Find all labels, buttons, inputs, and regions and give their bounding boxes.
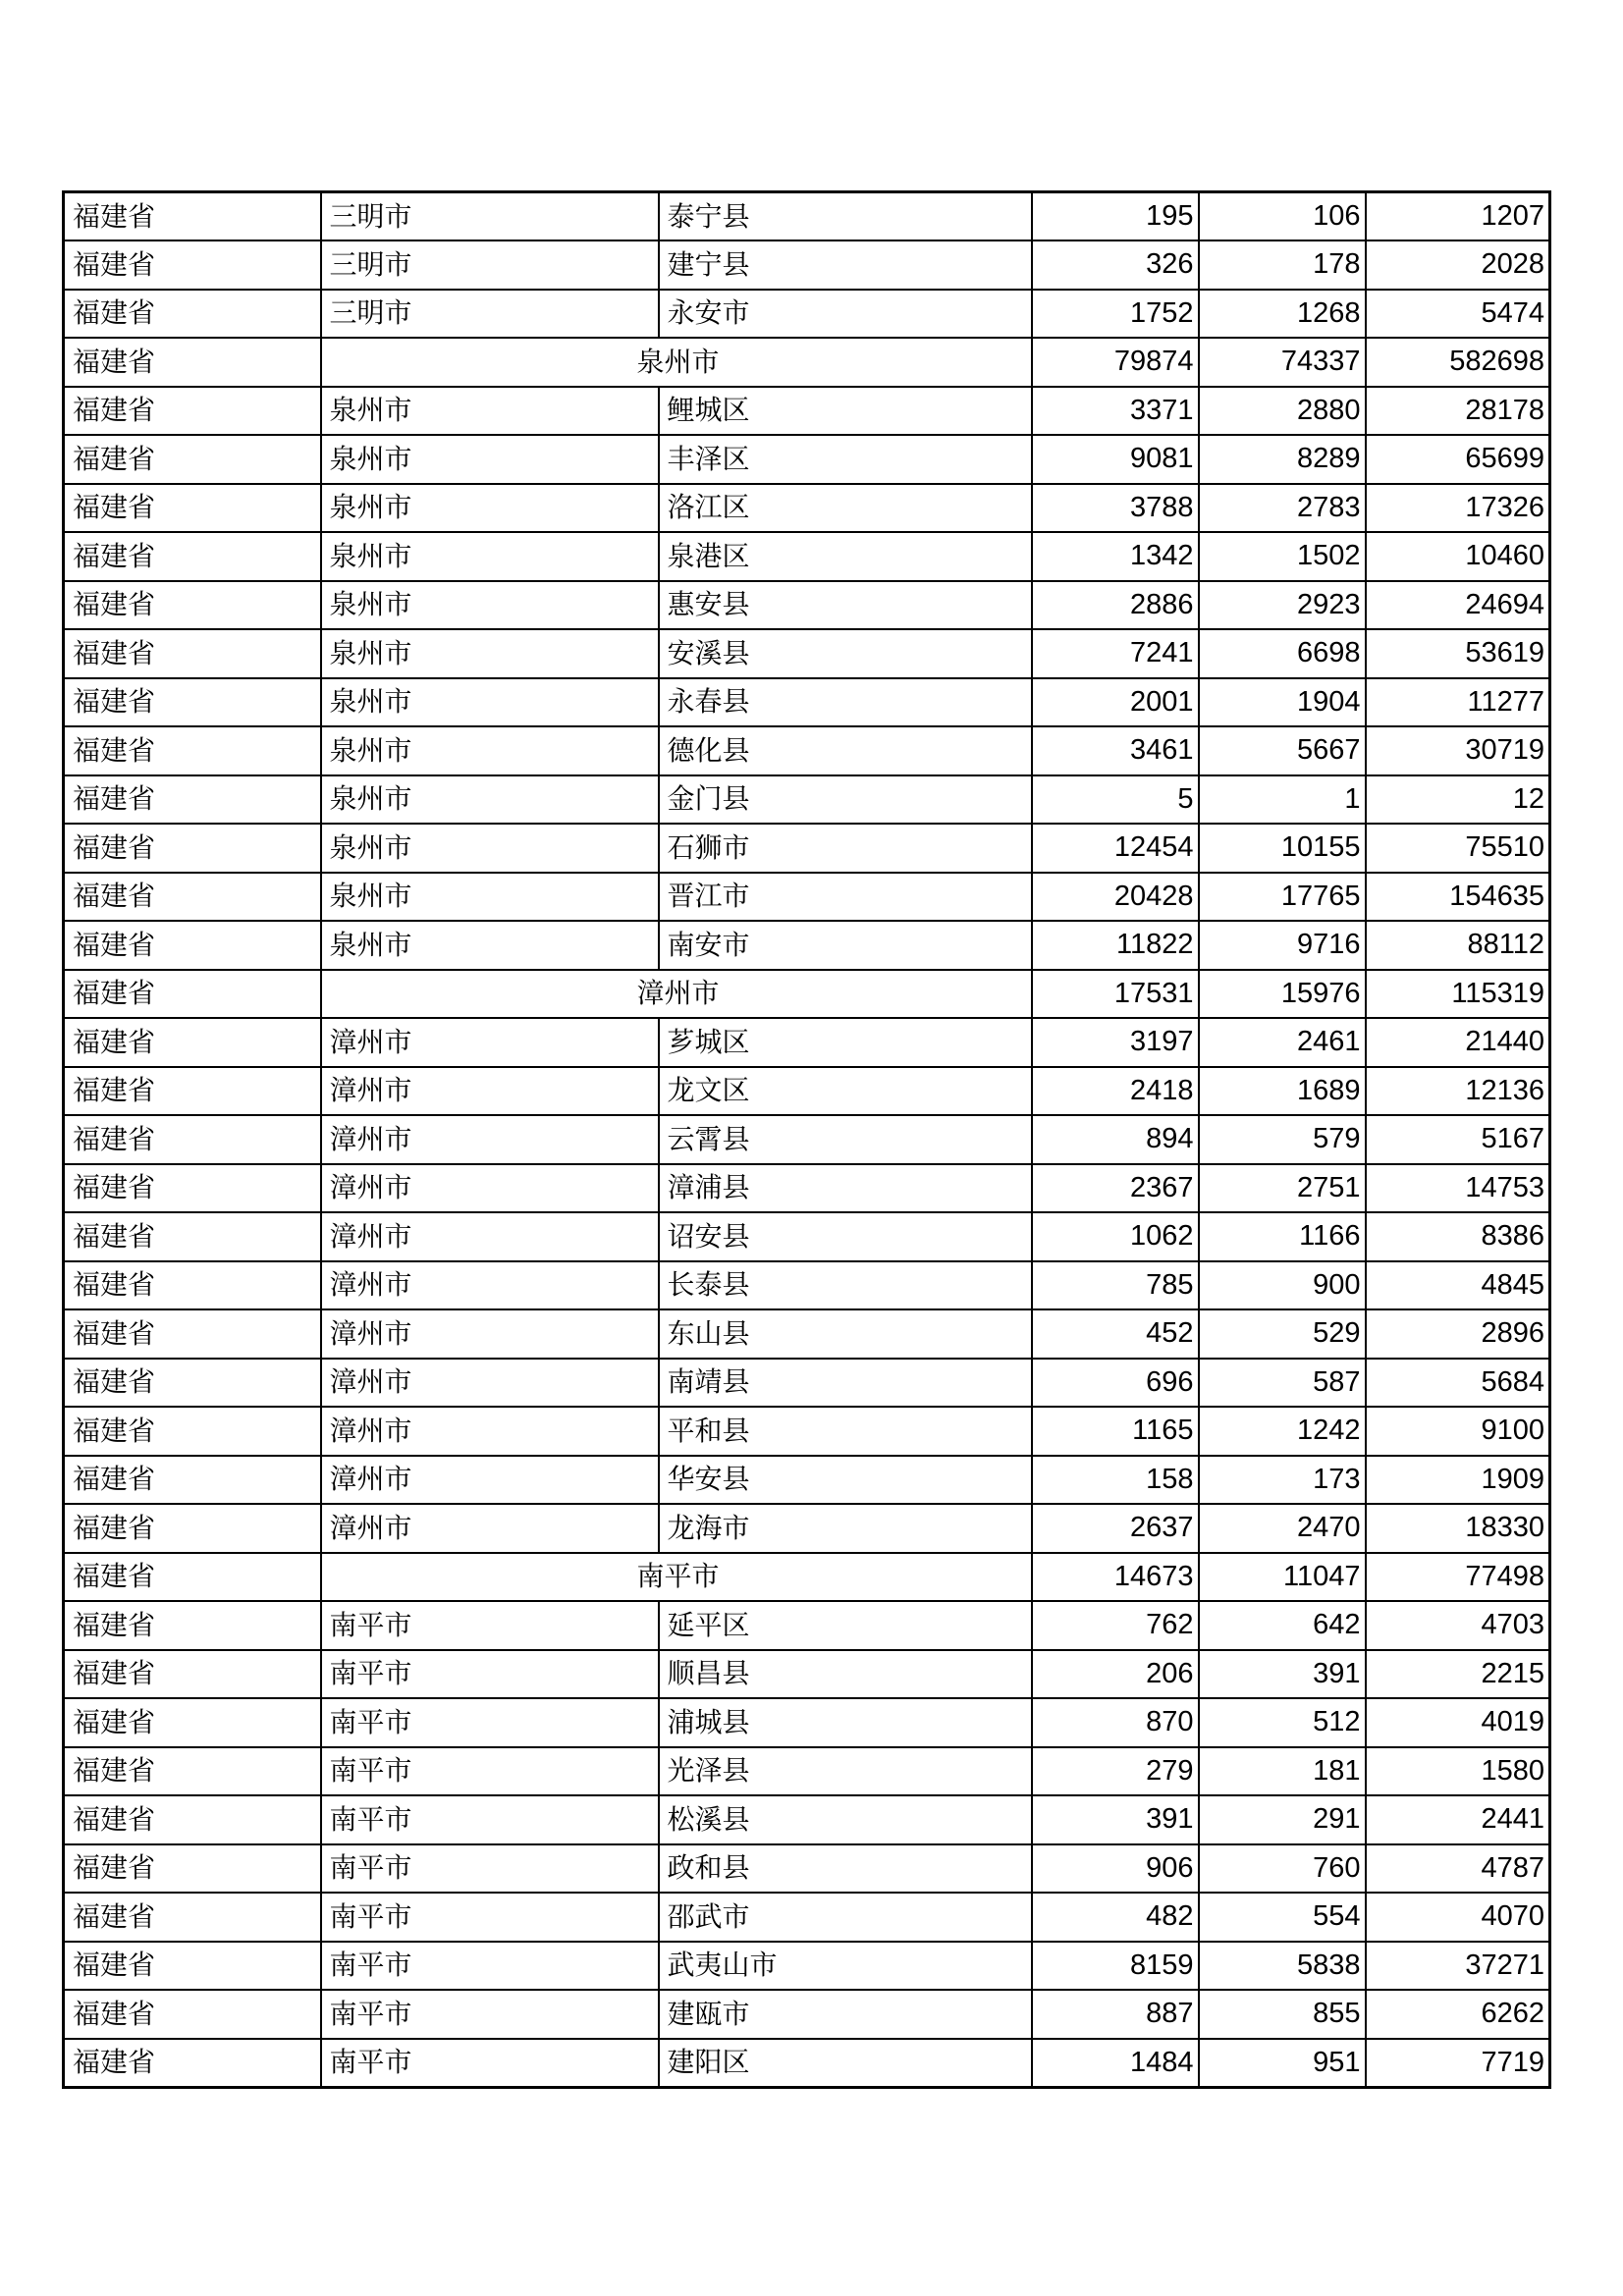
value-cell-3: 9100 (1366, 1407, 1550, 1456)
province-cell: 福建省 (64, 1698, 321, 1747)
city-cell: 南平市 (321, 1990, 659, 2039)
table-row-city-total (64, 338, 1550, 387)
district-cell: 泰宁县 (659, 192, 1032, 241)
value-cell-2: 291 (1199, 1795, 1366, 1844)
value-cell-2: 554 (1199, 1893, 1366, 1942)
table-row (64, 1115, 1550, 1164)
city-cell: 泉州市 (321, 387, 659, 436)
table-row (64, 387, 1550, 436)
value-cell-3: 115319 (1366, 970, 1550, 1019)
province-cell: 福建省 (64, 629, 321, 678)
value-cell-3: 1909 (1366, 1456, 1550, 1505)
value-cell-1: 887 (1032, 1990, 1199, 2039)
value-cell-2: 11047 (1199, 1553, 1366, 1602)
city-cell: 漳州市 (321, 1018, 659, 1067)
city-cell: 南平市 (321, 1601, 659, 1650)
value-cell-2: 1242 (1199, 1407, 1366, 1456)
value-cell-3: 5684 (1366, 1359, 1550, 1408)
district-cell: 金门县 (659, 775, 1032, 825)
value-cell-3: 2441 (1366, 1795, 1550, 1844)
city-cell: 南平市 (321, 1650, 659, 1699)
province-cell: 福建省 (64, 1164, 321, 1213)
district-cell: 光泽县 (659, 1747, 1032, 1796)
value-cell-2: 1502 (1199, 532, 1366, 581)
table-row (64, 1698, 1550, 1747)
value-cell-3: 14753 (1366, 1164, 1550, 1213)
city-cell: 泉州市 (321, 921, 659, 970)
table-row (64, 1601, 1550, 1650)
city-cell: 漳州市 (321, 1359, 659, 1408)
value-cell-2: 6698 (1199, 629, 1366, 678)
value-cell-3: 21440 (1366, 1018, 1550, 1067)
district-cell: 武夷山市 (659, 1942, 1032, 1991)
district-cell: 建宁县 (659, 240, 1032, 290)
district-cell: 浦城县 (659, 1698, 1032, 1747)
value-cell-1: 2367 (1032, 1164, 1199, 1213)
table-row (64, 1942, 1550, 1991)
city-cell: 南平市 (321, 2039, 659, 2088)
table-body (64, 192, 1550, 2088)
value-cell-1: 3788 (1032, 484, 1199, 533)
province-cell: 福建省 (64, 1456, 321, 1505)
value-cell-2: 900 (1199, 1261, 1366, 1310)
province-cell: 福建省 (64, 1844, 321, 1894)
value-cell-3: 582698 (1366, 338, 1550, 387)
table-row (64, 240, 1550, 290)
table-row (64, 1261, 1550, 1310)
table-row-city-total (64, 970, 1550, 1019)
value-cell-1: 79874 (1032, 338, 1199, 387)
value-cell-3: 4703 (1366, 1601, 1550, 1650)
city-cell: 漳州市 (321, 1261, 659, 1310)
value-cell-3: 4070 (1366, 1893, 1550, 1942)
province-cell: 福建省 (64, 192, 321, 241)
district-cell: 云霄县 (659, 1115, 1032, 1164)
value-cell-2: 1268 (1199, 290, 1366, 339)
value-cell-1: 870 (1032, 1698, 1199, 1747)
value-cell-1: 2001 (1032, 678, 1199, 727)
city-cell: 泉州市 (321, 775, 659, 825)
district-cell: 晋江市 (659, 873, 1032, 922)
province-cell: 福建省 (64, 1407, 321, 1456)
district-cell: 漳浦县 (659, 1164, 1032, 1213)
city-cell: 南平市 (321, 1844, 659, 1894)
value-cell-3: 2215 (1366, 1650, 1550, 1699)
province-cell: 福建省 (64, 2039, 321, 2088)
value-cell-2: 181 (1199, 1747, 1366, 1796)
value-cell-1: 12454 (1032, 824, 1199, 873)
province-cell: 福建省 (64, 873, 321, 922)
value-cell-2: 391 (1199, 1650, 1366, 1699)
value-cell-1: 2637 (1032, 1504, 1199, 1553)
city-cell: 漳州市 (321, 1067, 659, 1116)
value-cell-2: 855 (1199, 1990, 1366, 2039)
table-row (64, 824, 1550, 873)
city-cell: 泉州市 (321, 581, 659, 630)
value-cell-1: 2418 (1032, 1067, 1199, 1116)
province-cell: 福建省 (64, 1309, 321, 1359)
value-cell-1: 2886 (1032, 581, 1199, 630)
value-cell-3: 88112 (1366, 921, 1550, 970)
table-row-city-total (64, 1553, 1550, 1602)
city-cell: 泉州市 (321, 532, 659, 581)
district-cell: 芗城区 (659, 1018, 1032, 1067)
district-cell: 惠安县 (659, 581, 1032, 630)
province-cell: 福建省 (64, 1601, 321, 1650)
value-cell-2: 74337 (1199, 338, 1366, 387)
table-row (64, 1164, 1550, 1213)
district-cell: 洛江区 (659, 484, 1032, 533)
value-cell-1: 1062 (1032, 1212, 1199, 1261)
city-cell: 泉州市 (321, 678, 659, 727)
value-cell-3: 65699 (1366, 435, 1550, 484)
value-cell-3: 53619 (1366, 629, 1550, 678)
table-row (64, 290, 1550, 339)
city-cell: 南平市 (321, 1698, 659, 1747)
value-cell-1: 195 (1032, 192, 1199, 241)
value-cell-2: 2470 (1199, 1504, 1366, 1553)
value-cell-1: 158 (1032, 1456, 1199, 1505)
value-cell-1: 894 (1032, 1115, 1199, 1164)
district-cell: 永春县 (659, 678, 1032, 727)
district-cell: 鲤城区 (659, 387, 1032, 436)
value-cell-1: 9081 (1032, 435, 1199, 484)
province-cell: 福建省 (64, 484, 321, 533)
value-cell-2: 951 (1199, 2039, 1366, 2088)
district-cell: 延平区 (659, 1601, 1032, 1650)
value-cell-2: 1166 (1199, 1212, 1366, 1261)
district-cell: 龙文区 (659, 1067, 1032, 1116)
value-cell-2: 1 (1199, 775, 1366, 825)
value-cell-3: 30719 (1366, 726, 1550, 775)
value-cell-2: 529 (1199, 1309, 1366, 1359)
province-cell: 福建省 (64, 1650, 321, 1699)
city-cell: 漳州市 (321, 1456, 659, 1505)
value-cell-2: 2923 (1199, 581, 1366, 630)
province-cell: 福建省 (64, 1990, 321, 2039)
value-cell-2: 2783 (1199, 484, 1366, 533)
city-cell: 泉州市 (321, 484, 659, 533)
city-total-cell: 漳州市 (321, 970, 1032, 1019)
province-cell: 福建省 (64, 290, 321, 339)
district-cell: 石狮市 (659, 824, 1032, 873)
value-cell-1: 482 (1032, 1893, 1199, 1942)
city-cell: 漳州市 (321, 1212, 659, 1261)
table-row (64, 1893, 1550, 1942)
value-cell-2: 9716 (1199, 921, 1366, 970)
value-cell-2: 173 (1199, 1456, 1366, 1505)
value-cell-2: 5838 (1199, 1942, 1366, 1991)
province-cell: 福建省 (64, 338, 321, 387)
province-cell: 福建省 (64, 1553, 321, 1602)
province-cell: 福建省 (64, 1942, 321, 1991)
table-row (64, 484, 1550, 533)
value-cell-3: 1580 (1366, 1747, 1550, 1796)
value-cell-1: 1752 (1032, 290, 1199, 339)
value-cell-3: 37271 (1366, 1942, 1550, 1991)
province-cell: 福建省 (64, 1747, 321, 1796)
value-cell-1: 785 (1032, 1261, 1199, 1310)
value-cell-2: 642 (1199, 1601, 1366, 1650)
table-row (64, 1747, 1550, 1796)
value-cell-1: 452 (1032, 1309, 1199, 1359)
city-cell: 三明市 (321, 290, 659, 339)
district-cell: 邵武市 (659, 1893, 1032, 1942)
value-cell-2: 2461 (1199, 1018, 1366, 1067)
value-cell-1: 279 (1032, 1747, 1199, 1796)
value-cell-3: 17326 (1366, 484, 1550, 533)
table-row (64, 192, 1550, 241)
value-cell-2: 2751 (1199, 1164, 1366, 1213)
value-cell-3: 4787 (1366, 1844, 1550, 1894)
province-cell: 福建省 (64, 387, 321, 436)
value-cell-2: 15976 (1199, 970, 1366, 1019)
city-cell: 泉州市 (321, 873, 659, 922)
district-cell: 建阳区 (659, 2039, 1032, 2088)
value-cell-3: 12136 (1366, 1067, 1550, 1116)
district-cell: 泉港区 (659, 532, 1032, 581)
table-row (64, 726, 1550, 775)
city-cell: 漳州市 (321, 1309, 659, 1359)
table-row (64, 1407, 1550, 1456)
value-cell-1: 1342 (1032, 532, 1199, 581)
province-cell: 福建省 (64, 1795, 321, 1844)
value-cell-1: 20428 (1032, 873, 1199, 922)
table-row (64, 1650, 1550, 1699)
value-cell-2: 2880 (1199, 387, 1366, 436)
value-cell-1: 7241 (1032, 629, 1199, 678)
city-total-cell: 泉州市 (321, 338, 1032, 387)
district-cell: 平和县 (659, 1407, 1032, 1456)
province-cell: 福建省 (64, 1504, 321, 1553)
data-table (62, 190, 1551, 2089)
province-cell: 福建省 (64, 1067, 321, 1116)
value-cell-2: 760 (1199, 1844, 1366, 1894)
table-row (64, 1359, 1550, 1408)
province-cell: 福建省 (64, 435, 321, 484)
table-row (64, 1844, 1550, 1894)
value-cell-3: 7719 (1366, 2039, 1550, 2088)
value-cell-3: 5474 (1366, 290, 1550, 339)
value-cell-2: 17765 (1199, 873, 1366, 922)
value-cell-3: 154635 (1366, 873, 1550, 922)
value-cell-3: 28178 (1366, 387, 1550, 436)
value-cell-1: 5 (1032, 775, 1199, 825)
value-cell-1: 696 (1032, 1359, 1199, 1408)
city-cell: 漳州市 (321, 1407, 659, 1456)
value-cell-2: 587 (1199, 1359, 1366, 1408)
value-cell-2: 8289 (1199, 435, 1366, 484)
value-cell-3: 18330 (1366, 1504, 1550, 1553)
value-cell-3: 10460 (1366, 532, 1550, 581)
table-row (64, 775, 1550, 825)
value-cell-2: 512 (1199, 1698, 1366, 1747)
value-cell-3: 4019 (1366, 1698, 1550, 1747)
table-row (64, 873, 1550, 922)
district-cell: 南安市 (659, 921, 1032, 970)
district-cell: 德化县 (659, 726, 1032, 775)
city-total-cell: 南平市 (321, 1553, 1032, 1602)
value-cell-1: 8159 (1032, 1942, 1199, 1991)
value-cell-1: 3197 (1032, 1018, 1199, 1067)
province-cell: 福建省 (64, 775, 321, 825)
city-cell: 南平市 (321, 1942, 659, 1991)
province-cell: 福建省 (64, 240, 321, 290)
province-cell: 福建省 (64, 1115, 321, 1164)
table-row (64, 532, 1550, 581)
table-row (64, 1990, 1550, 2039)
value-cell-3: 8386 (1366, 1212, 1550, 1261)
district-cell: 东山县 (659, 1309, 1032, 1359)
value-cell-2: 1689 (1199, 1067, 1366, 1116)
district-cell: 安溪县 (659, 629, 1032, 678)
city-cell: 泉州市 (321, 824, 659, 873)
table-row (64, 1309, 1550, 1359)
table-row (64, 581, 1550, 630)
province-cell: 福建省 (64, 1359, 321, 1408)
value-cell-2: 5667 (1199, 726, 1366, 775)
city-cell: 泉州市 (321, 726, 659, 775)
city-cell: 漳州市 (321, 1164, 659, 1213)
province-cell: 福建省 (64, 1893, 321, 1942)
table-row (64, 1067, 1550, 1116)
district-cell: 顺昌县 (659, 1650, 1032, 1699)
district-cell: 长泰县 (659, 1261, 1032, 1310)
province-cell: 福建省 (64, 970, 321, 1019)
value-cell-1: 762 (1032, 1601, 1199, 1650)
city-cell: 漳州市 (321, 1115, 659, 1164)
province-cell: 福建省 (64, 1261, 321, 1310)
city-cell: 南平市 (321, 1893, 659, 1942)
province-cell: 福建省 (64, 824, 321, 873)
value-cell-3: 12 (1366, 775, 1550, 825)
value-cell-2: 579 (1199, 1115, 1366, 1164)
value-cell-3: 11277 (1366, 678, 1550, 727)
district-cell: 华安县 (659, 1456, 1032, 1505)
province-cell: 福建省 (64, 921, 321, 970)
table-row (64, 921, 1550, 970)
district-cell: 诏安县 (659, 1212, 1032, 1261)
value-cell-1: 17531 (1032, 970, 1199, 1019)
value-cell-1: 3371 (1032, 387, 1199, 436)
table-row (64, 1456, 1550, 1505)
city-cell: 泉州市 (321, 629, 659, 678)
value-cell-1: 3461 (1032, 726, 1199, 775)
city-cell: 南平市 (321, 1795, 659, 1844)
district-cell: 龙海市 (659, 1504, 1032, 1553)
value-cell-1: 391 (1032, 1795, 1199, 1844)
value-cell-2: 1904 (1199, 678, 1366, 727)
province-cell: 福建省 (64, 532, 321, 581)
province-cell: 福建省 (64, 1212, 321, 1261)
value-cell-3: 2028 (1366, 240, 1550, 290)
value-cell-1: 1484 (1032, 2039, 1199, 2088)
value-cell-2: 178 (1199, 240, 1366, 290)
value-cell-3: 1207 (1366, 192, 1550, 241)
province-cell: 福建省 (64, 678, 321, 727)
district-cell: 建瓯市 (659, 1990, 1032, 2039)
district-cell: 政和县 (659, 1844, 1032, 1894)
value-cell-1: 326 (1032, 240, 1199, 290)
city-cell: 漳州市 (321, 1504, 659, 1553)
province-cell: 福建省 (64, 581, 321, 630)
value-cell-3: 4845 (1366, 1261, 1550, 1310)
district-cell: 松溪县 (659, 1795, 1032, 1844)
district-cell: 丰泽区 (659, 435, 1032, 484)
city-cell: 南平市 (321, 1747, 659, 1796)
district-cell: 永安市 (659, 290, 1032, 339)
value-cell-3: 5167 (1366, 1115, 1550, 1164)
value-cell-1: 906 (1032, 1844, 1199, 1894)
value-cell-1: 1165 (1032, 1407, 1199, 1456)
table-row (64, 1212, 1550, 1261)
table-row (64, 2039, 1550, 2088)
value-cell-1: 206 (1032, 1650, 1199, 1699)
city-cell: 三明市 (321, 192, 659, 241)
city-cell: 泉州市 (321, 435, 659, 484)
value-cell-1: 14673 (1032, 1553, 1199, 1602)
table-row (64, 435, 1550, 484)
city-cell: 三明市 (321, 240, 659, 290)
value-cell-3: 75510 (1366, 824, 1550, 873)
value-cell-2: 10155 (1199, 824, 1366, 873)
table-row (64, 629, 1550, 678)
province-cell: 福建省 (64, 1018, 321, 1067)
value-cell-2: 106 (1199, 192, 1366, 241)
value-cell-3: 24694 (1366, 581, 1550, 630)
table-row (64, 1018, 1550, 1067)
value-cell-3: 6262 (1366, 1990, 1550, 2039)
province-cell: 福建省 (64, 726, 321, 775)
table-row (64, 1504, 1550, 1553)
district-cell: 南靖县 (659, 1359, 1032, 1408)
value-cell-3: 77498 (1366, 1553, 1550, 1602)
value-cell-1: 11822 (1032, 921, 1199, 970)
table-row (64, 1795, 1550, 1844)
table-row (64, 678, 1550, 727)
value-cell-3: 2896 (1366, 1309, 1550, 1359)
